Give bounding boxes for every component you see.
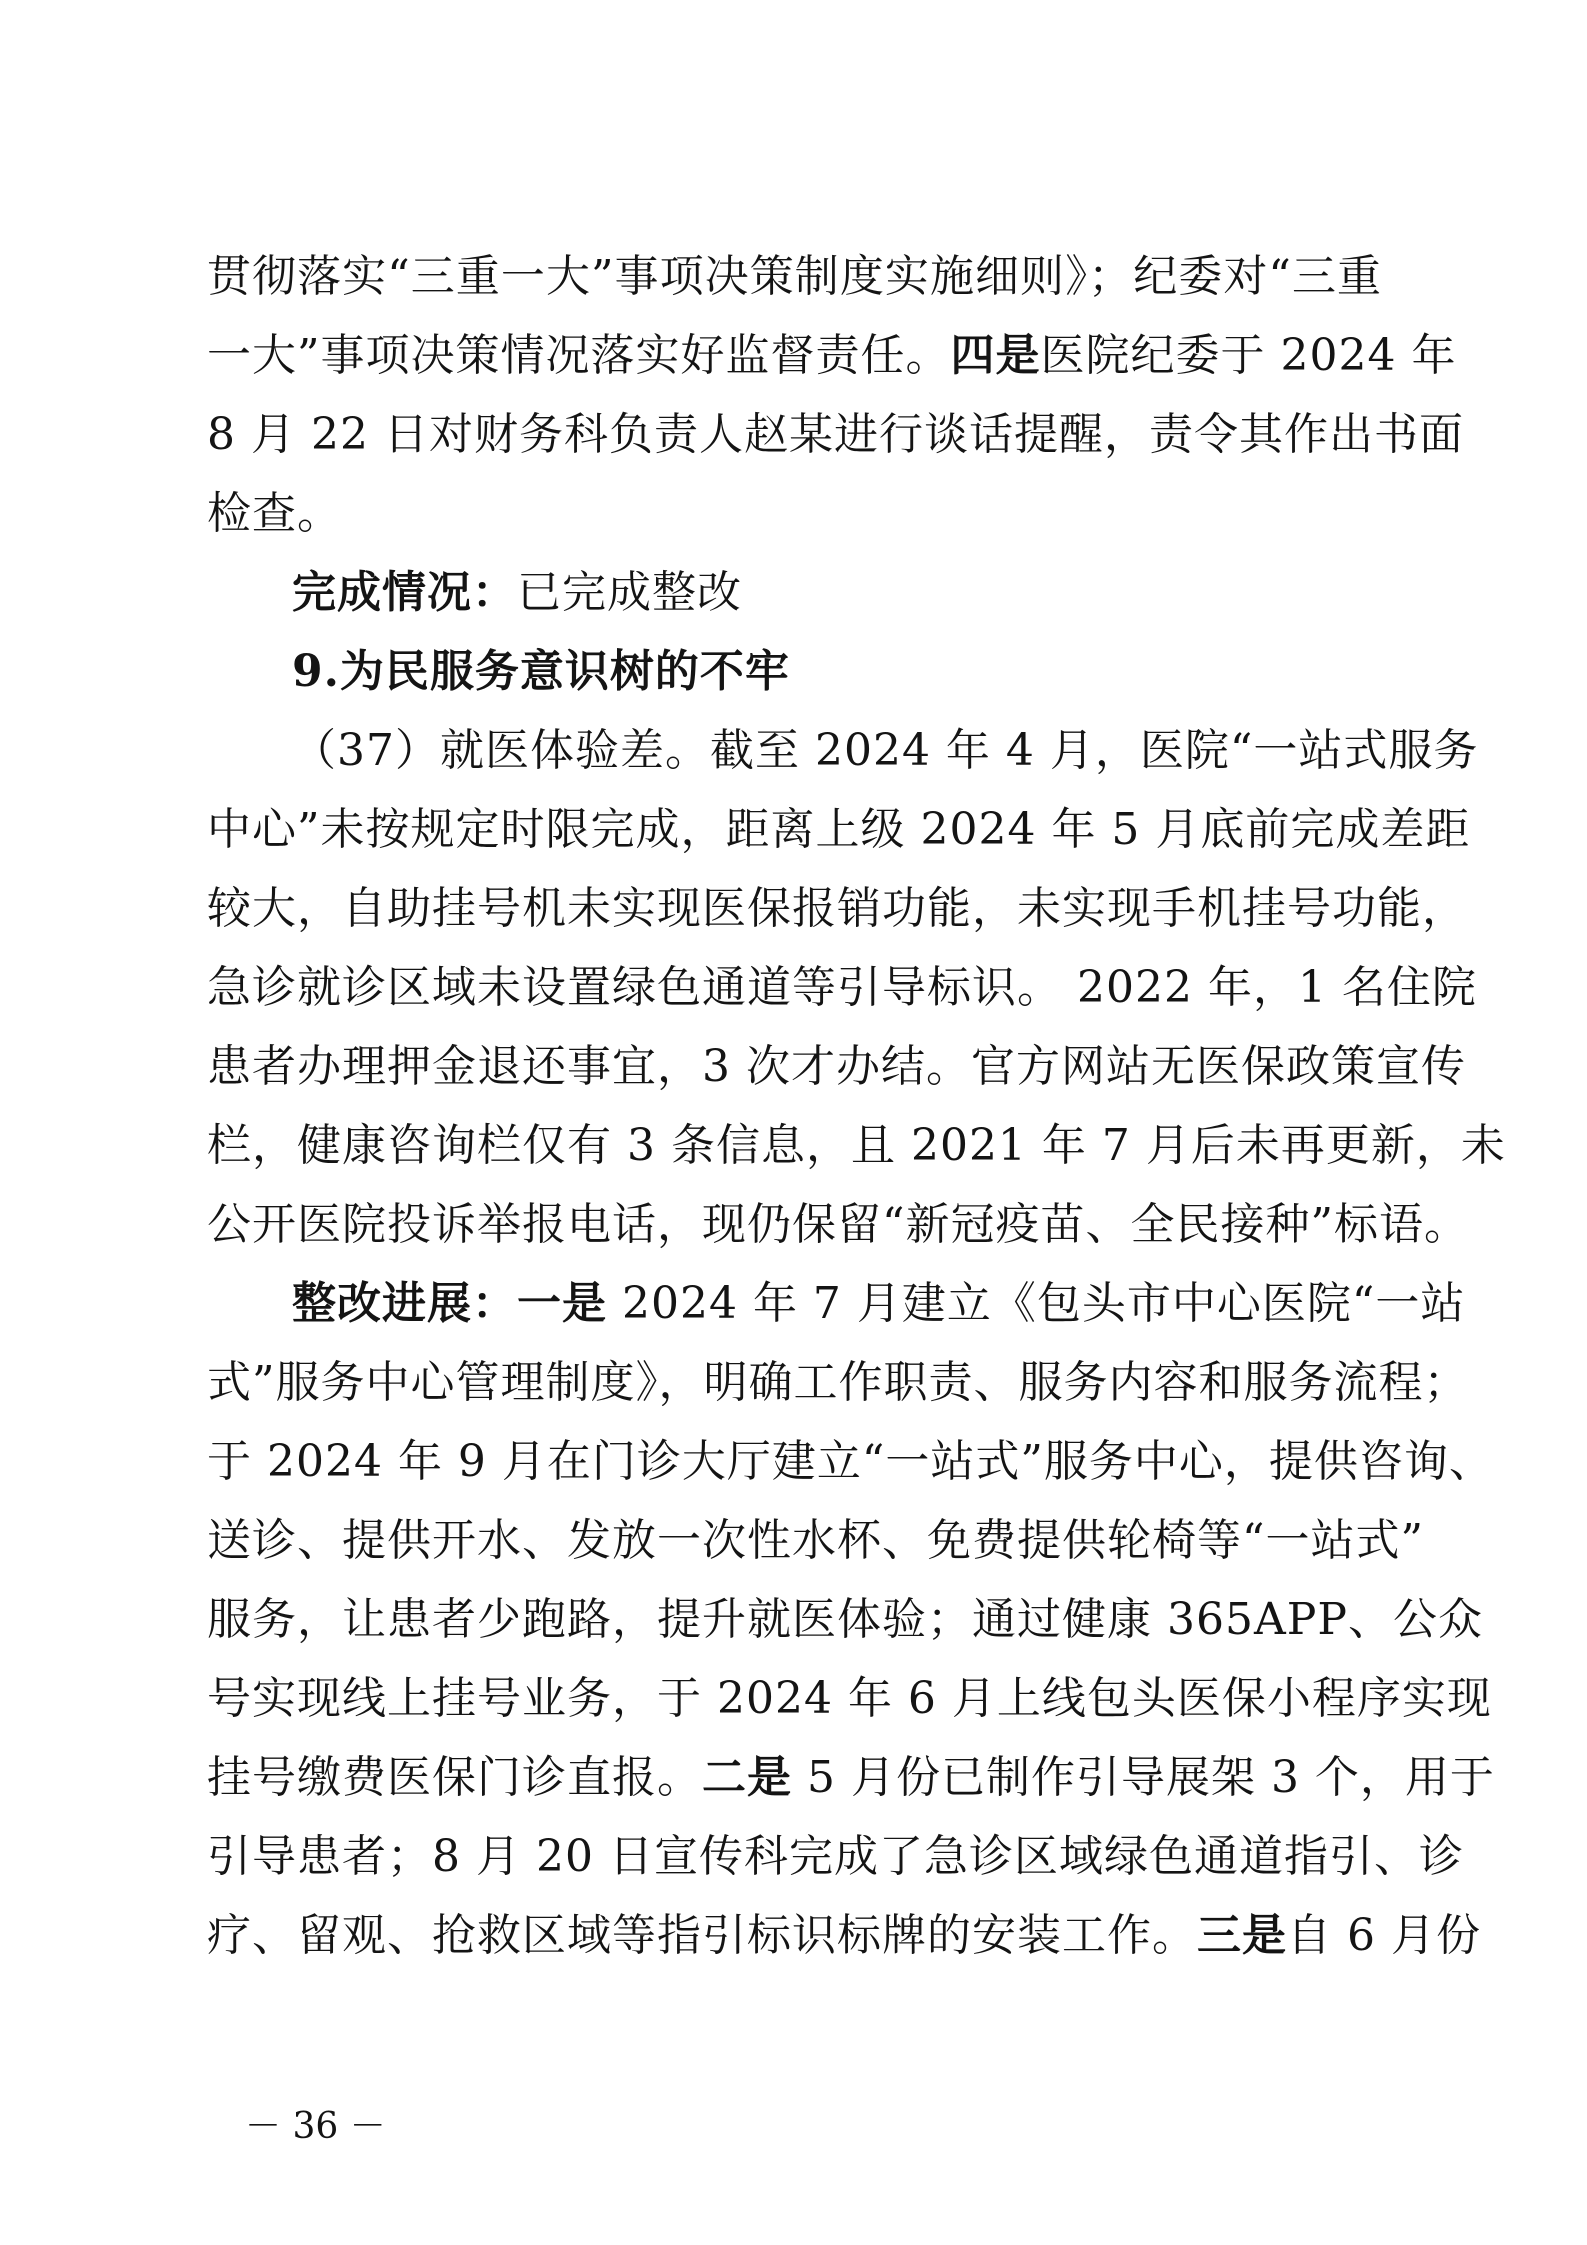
body-line-13: [207, 1195, 1469, 1255]
body-line-8: [207, 800, 1471, 860]
body-line-15: [207, 1353, 1469, 1413]
enumeration-marker: 二是: [702, 1752, 792, 1803]
body-text: 急诊就诊区域未设置绿色通道等引导标识。 2022 年，1 名住院: [207, 962, 1477, 1013]
body-line-12: [207, 1116, 1506, 1176]
body-text: 贯彻落实“三重一大”事项决策制度实施细则》；纪委对“三重: [207, 251, 1382, 302]
progress-label: 整改进展：: [292, 1278, 517, 1329]
body-line-20: [207, 1748, 1495, 1808]
body-text: 疗、留观、抢救区域等指引标识标牌的安装工作。: [207, 1910, 1197, 1961]
body-text: 栏，健康咨询栏仅有 3 条信息，且 2021 年 7 月后未再更新，未: [207, 1120, 1506, 1171]
body-line-19: [207, 1669, 1492, 1729]
body-text: 医院纪委于 2024 年: [1040, 330, 1457, 381]
enumeration-marker: 四是: [950, 330, 1041, 381]
body-text: 自 6 月份: [1287, 1910, 1481, 1961]
body-line-17: [207, 1511, 1424, 1571]
completion-status-value: 已完成整改: [517, 567, 742, 618]
section-heading-text: 9.为民服务意识树的不牢: [292, 646, 790, 697]
progress-line: [292, 1274, 1466, 1334]
body-text: 引导患者；8 月 20 日宣传科完成了急诊区域绿色通道指引、诊: [207, 1831, 1464, 1882]
section-heading: [292, 642, 790, 702]
body-text: 检查。: [207, 488, 342, 539]
body-line-21: [207, 1827, 1464, 1887]
body-line-10: [207, 958, 1477, 1018]
body-line-2: [207, 326, 1457, 386]
body-line-1: [207, 247, 1382, 307]
body-line-16: [207, 1432, 1494, 1492]
page-number: － 36 －: [245, 2106, 386, 2147]
body-text: 5 月份已制作引导展架 3 个，用于: [792, 1752, 1495, 1803]
body-text: 中心”未按规定时限完成，距离上级 2024 年 5 月底前完成差距: [207, 804, 1471, 855]
body-line-18: [207, 1590, 1483, 1650]
enumeration-marker: 一是: [517, 1278, 607, 1329]
enumeration-marker: 三是: [1197, 1910, 1287, 1961]
body-text: 送诊、提供开水、发放一次性水杯、免费提供轮椅等“一站式”: [207, 1515, 1424, 1566]
body-text: 式”服务中心管理制度》，明确工作职责、服务内容和服务流程；: [207, 1357, 1469, 1408]
body-text: 挂号缴费医保门诊直报。: [207, 1752, 702, 1803]
completion-status-label: 完成情况：: [292, 567, 517, 618]
body-text: 于 2024 年 9 月在门诊大厅建立“一站式”服务中心，提供咨询、: [207, 1436, 1494, 1487]
body-text: 公开医院投诉举报电话，现仍保留“新冠疫苗、全民接种”标语。: [207, 1199, 1469, 1250]
body-text: 患者办理押金退还事宜，3 次才办结。官方网站无医保政策宣传: [207, 1041, 1466, 1092]
body-text: 较大，自助挂号机未实现医保报销功能，未实现手机挂号功能，: [207, 883, 1467, 934]
body-line-11: [207, 1037, 1466, 1097]
body-text: 一大”事项决策情况落实好监督责任。: [207, 330, 951, 381]
body-line-4: [207, 484, 342, 544]
body-text: 服务，让患者少跑路，提升就医体验；通过健康 365APP、公众: [207, 1594, 1483, 1645]
completion-status-line: [292, 563, 742, 623]
body-line-3: [207, 405, 1464, 465]
body-text: （37）就医体验差。截至 2024 年 4 月，医院“一站式服务: [292, 725, 1479, 776]
body-text: 8 月 22 日对财务科负责人赵某进行谈话提醒，责令其作出书面: [207, 409, 1464, 460]
body-line-22: [207, 1906, 1481, 1966]
body-text: 号实现线上挂号业务，于 2024 年 6 月上线包头医保小程序实现: [207, 1673, 1492, 1724]
body-line-7: [292, 721, 1479, 781]
body-line-9: [207, 879, 1467, 939]
body-text: 2024 年 7 月建立《包头市中心医院“一站: [607, 1278, 1466, 1329]
